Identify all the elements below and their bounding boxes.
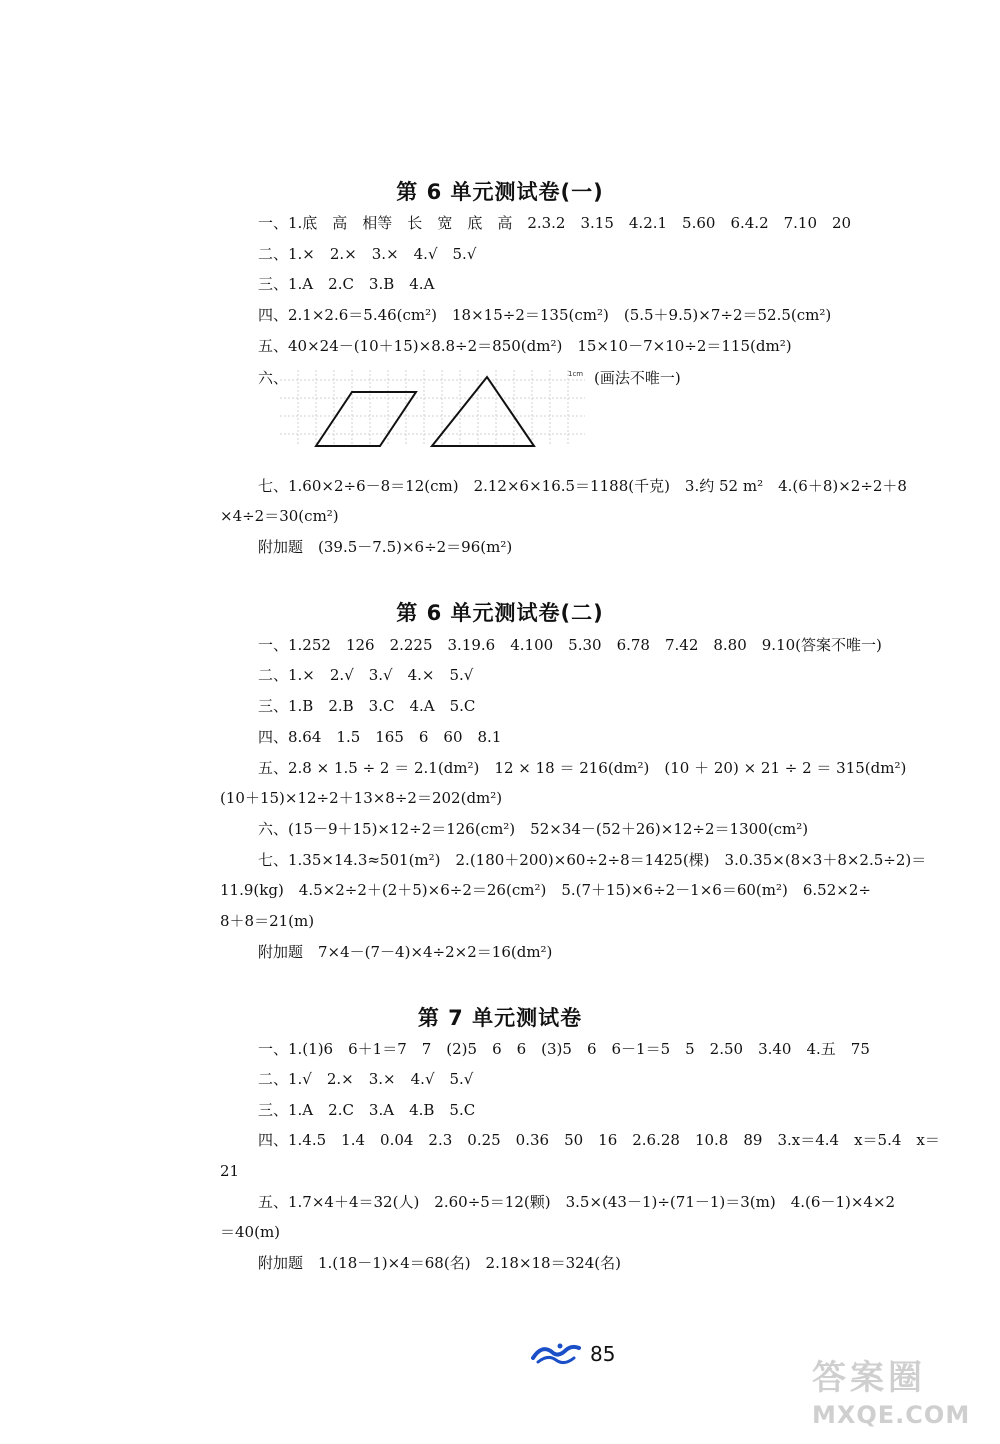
- section-title-unit6-1: 第 6 单元测试卷(一): [396, 180, 604, 204]
- answer-line: 一、1.底 高 相等 长 宽 底 高 2.3.2 3.15 4.2.1 5.60 6.4.2 7.10 20: [258, 214, 852, 232]
- answer-line: 一、1.252 126 2.225 3.19.6 4.100 5.30 6.78 7.42 8.80 9.10(答案不唯一): [258, 636, 882, 654]
- triangle-shape: [432, 377, 534, 446]
- watermark-bottom: MXQE.COM: [812, 1401, 971, 1429]
- answer-line: 五、2.8 × 1.5 ÷ 2 ＝ 2.1(dm²) 12 × 18 ＝ 216(dm²) (10 ＋ 20) × 21 ÷ 2 ＝ 315(dm²): [258, 759, 907, 777]
- answer-line: 二、1.× 2.√ 3.√ 4.× 5.√: [258, 666, 474, 684]
- answer-line: 二、1.√ 2.× 3.× 4.√ 5.√: [258, 1070, 474, 1088]
- bonus-line: 附加题 7×4－(7－4)×4÷2×2＝16(dm²): [258, 943, 553, 961]
- answer-line: 8＋8＝21(m): [220, 912, 315, 930]
- bonus-line: 附加题 (39.5－7.5)×6÷2＝96(m²): [258, 538, 513, 556]
- answer-line: 六、(15－9＋15)×12÷2＝126(cm²) 52×34－(52＋26)×12÷2＝1300(cm²): [258, 820, 809, 838]
- publisher-logo-icon: [530, 1340, 582, 1366]
- answer-line: 二、1.× 2.× 3.× 4.√ 5.√: [258, 245, 477, 263]
- bonus-line: 附加题 1.(18－1)×4＝68(名) 2.18×18＝324(名): [258, 1254, 621, 1272]
- answer-line: 21: [220, 1162, 240, 1180]
- answer-line: 一、1.(1)6 6＋1＝7 7 (2)5 6 6 (3)5 6 6－1＝5 5 2.50 3.40 4.五 75: [258, 1040, 870, 1058]
- grid-figure: [280, 370, 600, 450]
- answer-line: 七、1.35×14.3≈501(m²) 2.(180＋200)×60÷2÷8＝1425(棵) 3.0.35×(8×3＋8×2.5÷2)＝: [258, 851, 927, 869]
- answer-line: ＝40(m): [220, 1223, 281, 1241]
- answer-line: 四、8.64 1.5 165 6 60 8.1: [258, 728, 502, 746]
- parallelogram-shape: [316, 392, 416, 446]
- answer-line: 五、1.7×4＋4＝32(人) 2.60÷5＝12(颗) 3.5×(43－1)÷(71－1)＝3(m) 4.(6－1)×4×2: [258, 1193, 896, 1211]
- section-title-unit6-2: 第 6 单元测试卷(二): [396, 601, 604, 625]
- answer-line: (10＋15)×12÷2＋13×8÷2＝202(dm²): [220, 789, 503, 807]
- answer-line: 11.9(kg) 4.5×2÷2＋(2＋5)×6÷2＝26(cm²) 5.(7＋15)×6÷2－1×6＝60(m²) 6.52×2÷: [220, 881, 871, 899]
- section-title-unit7: 第 7 单元测试卷: [417, 1006, 583, 1030]
- answer-line: 五、40×24－(10＋15)×8.8÷2＝850(dm²) 15×10－7×10÷2＝115(dm²): [258, 337, 792, 355]
- watermark: [812, 1350, 992, 1440]
- answer-line: 六、: [258, 369, 289, 387]
- answer-line: 四、1.4.5 1.4 0.04 2.3 0.25 0.36 50 16 2.6.28 10.8 89 3.x＝4.4 x＝5.4 x＝: [258, 1131, 940, 1149]
- answer-line: 七、1.60×2÷6－8＝12(cm) 2.12×6×16.5＝1188(千克) 3.约 52 m² 4.(6＋8)×2÷2＋8: [258, 477, 907, 495]
- page-number: 85: [590, 1342, 616, 1366]
- watermark-top: 答案圈: [812, 1358, 926, 1398]
- figure-caption: (画法不唯一): [594, 369, 681, 387]
- answer-line: 三、1.A 2.C 3.B 4.A: [258, 275, 435, 293]
- scale-note: 1cm: [568, 370, 584, 378]
- answer-line: 三、1.B 2.B 3.C 4.A 5.C: [258, 697, 476, 715]
- answer-line: 四、2.1×2.6＝5.46(cm²) 18×15÷2＝135(cm²) (5.5＋9.5)×7÷2＝52.5(cm²): [258, 306, 832, 324]
- answer-line: ×4÷2＝30(cm²): [220, 507, 339, 525]
- answer-line: 三、1.A 2.C 3.A 4.B 5.C: [258, 1101, 476, 1119]
